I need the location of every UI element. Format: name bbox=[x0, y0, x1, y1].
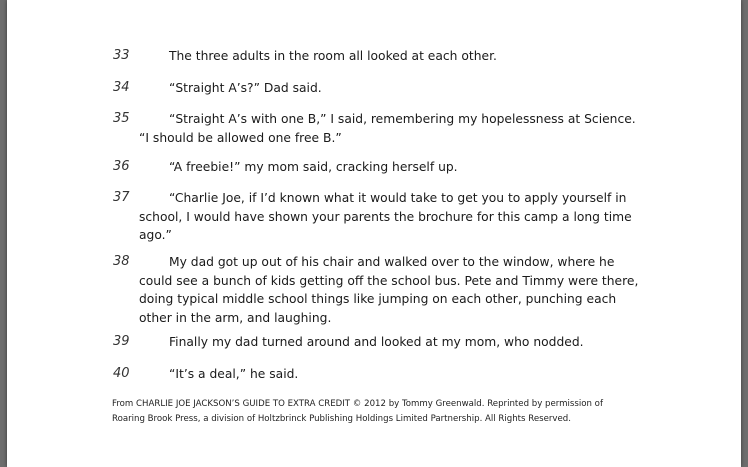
line-text: “Straight A’s with one B,” I said, remembering my hopelessness at Science. “I should be allowed one free B.” bbox=[139, 112, 636, 145]
line-text: “Charlie Joe, if I’d known what it would take to get you to apply yourself in school, I would have shown your parents the brochure for this camp a long time ago.” bbox=[139, 191, 632, 242]
line-text: “A freebie!” my mom said, cracking herself up. bbox=[169, 160, 458, 174]
line-number: 35 bbox=[113, 111, 130, 126]
copyright-footer: From CHARLIE JOE JACKSON’S GUIDE TO EXTRA CREDIT © 2012 by Tommy Greenwald. Reprinted by permission of Roaring Brook Press, a division of Holtzbrinck Publishing Holdings Limited Partnership. All Rights Reserved. bbox=[112, 399, 603, 424]
line-text: Finally my dad turned around and looked at my mom, who nodded. bbox=[169, 335, 584, 349]
line-text: “It’s a deal,” he said. bbox=[169, 367, 299, 381]
line-text: The three adults in the room all looked at each other. bbox=[169, 49, 497, 63]
line-number: 36 bbox=[113, 159, 130, 174]
line-text: “Straight A’s?” Dad said. bbox=[169, 81, 322, 95]
line-text: My dad got up out of his chair and walked over to the window, where he could see a bunch of kids getting off the school bus. Pete and Timmy were there, doing typical middle school things like jumping on each other, punching each other in the arm, and laughing. bbox=[139, 255, 639, 325]
line-number: 38 bbox=[113, 254, 130, 269]
line-number: 39 bbox=[113, 334, 130, 349]
line-number: 33 bbox=[113, 48, 130, 63]
document-page bbox=[7, 0, 741, 467]
line-number: 40 bbox=[113, 366, 130, 381]
line-number: 34 bbox=[113, 80, 130, 95]
line-number: 37 bbox=[113, 190, 130, 205]
